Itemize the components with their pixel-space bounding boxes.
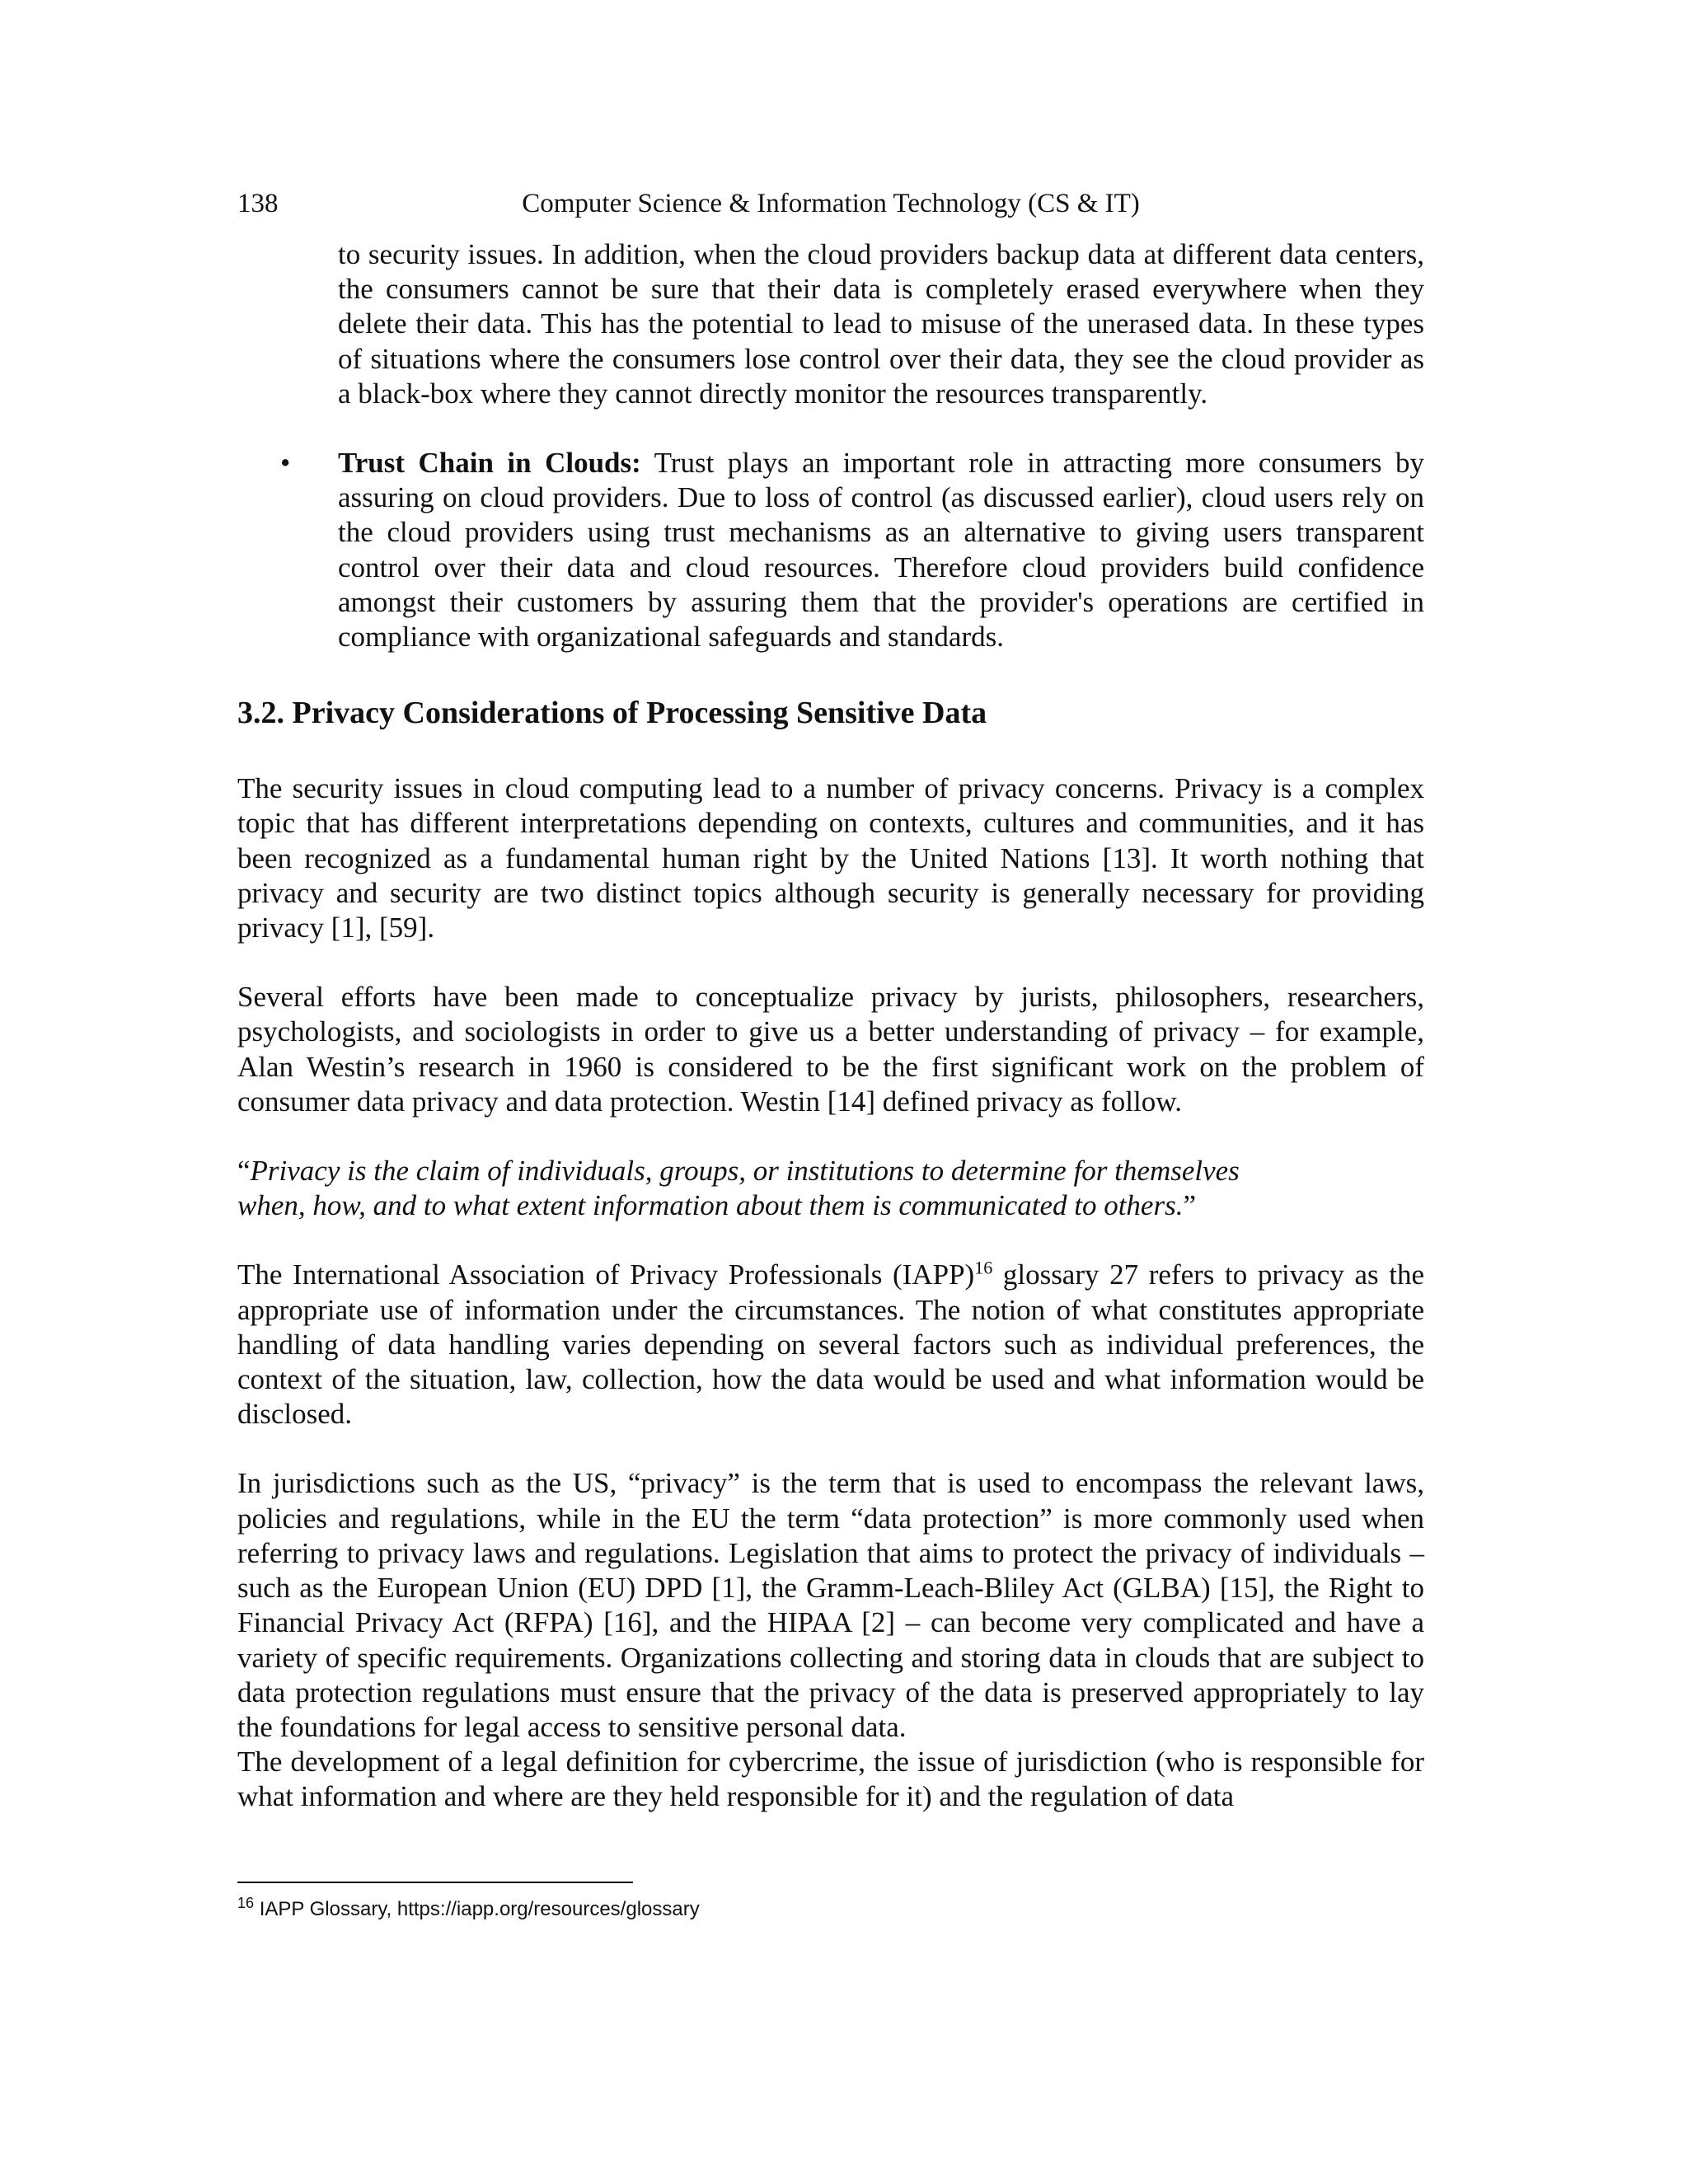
quote-line-2: when, how, and to what extent information about them is communicated to others. [237, 1189, 1184, 1222]
section-heading: 3.2. Privacy Considerations of Processing Sensitive Data [237, 696, 987, 731]
footnote-number: 16 [237, 1895, 255, 1911]
continuation-paragraph: to security issues. In addition, when the cloud providers backup data at different data centers, the consumers cannot be sure that their data is completely erased everywhere when they delete their data. This has the potential to lead to misuse of the unerased data. In these types of situations where the consumers lose control over their data, they see the cloud provider as a black-box where they cannot directly monitor the resources transparently. [338, 238, 1424, 410]
body-text [237, 237, 1424, 1815]
page-header [237, 183, 1424, 224]
bullet-text: Trust plays an important role in attracting more consumers by assuring on cloud providers. Due to loss of control (as discussed earlier), cloud users rely on the cloud providers using trust mechanisms as an alternative to giving users transparent control over their data and cloud resources. Therefore cloud providers build confidence amongst their customers by assuring them that the provider's operations are certified in compliance with organizational safeguards and standards. [338, 447, 1424, 654]
paragraph-conceptualize-privacy: Several efforts have been made to conceptualize privacy by jurists, philosophers, researchers, psychologists, and sociologists in order to give us a better understanding of privacy – for example, Alan Westin’s research in 1960 is considered to be the first significant work on the problem of consumer data privacy and data protection. Westin [14] defined privacy as follow. [237, 981, 1424, 1118]
quote-close-mark: ” [1183, 1189, 1196, 1222]
paragraph-jurisdictions: In jurisdictions such as the US, “privacy” is the term that is used to encompass the relevant laws, policies and regulations, while in the EU the term “data protection” is more commonly used when referring to privacy laws and regulations. Legislation that aims to protect the privacy of individuals – such as the European Union (EU) DPD [1], the Gramm-Leach-Bliley Act (GLBA) [15], the Right to Financial Privacy Act (RFPA) [16], and the HIPAA [2] – can become very complicated and have a variety of specific requirements. Organizations collecting and storing data in clouds that are subject to data protection regulations must ensure that the privacy of the data is preserved appropriately to lay the foundations for legal access to sensitive personal data. [237, 1467, 1424, 1743]
paragraph-iapp [237, 1258, 1424, 1432]
bullet-paragraph [338, 446, 1424, 654]
footnote [237, 1896, 700, 1924]
bullet-term: Trust Chain in Clouds: [338, 447, 641, 480]
iapp-text-after: glossary 27 refers to privacy as the appropriate use of information under the circumstances. The notion of what constitutes appropriate handling of data handling varies depending on several factors such as individual preferences, the context of the situation, law, collection, how the data would be used and what information would be disclosed. [237, 1258, 1425, 1431]
westin-quote [237, 1154, 1424, 1223]
quote-open-mark: “ [237, 1155, 251, 1188]
paragraph-privacy-concerns: The security issues in cloud computing lead to a number of privacy concerns. Privacy is a complex topic that has different interpretations depending on contexts, cultures and communities, and it has been recognized as a fundamental human right by the United Nations [13]. It worth nothing that privacy and security are two distinct topics although security is generally necessary for providing privacy [1], [59]. [237, 772, 1424, 944]
iapp-text-before: The International Association of Privacy Professionals (IAPP) [237, 1258, 975, 1291]
paragraph-cybercrime: The development of a legal definition for cybercrime, the issue of jurisdiction (who is responsible for what information and where are they held responsible for it) and the regulation of data [237, 1746, 1424, 1813]
bullet-icon: • [280, 447, 291, 480]
footnote-divider [237, 1882, 633, 1883]
page-number: 138 [237, 189, 279, 218]
footnote-reference: 16 [974, 1257, 993, 1278]
bullet-item-trust-chain [280, 446, 1424, 654]
running-title: Computer Science & Information Technology (CS & IT) [522, 189, 1140, 218]
quote-line-1: Privacy is the claim of individuals, groups, or institutions to determine for themselves [250, 1155, 1240, 1188]
footnote-text: IAPP Glossary, https://iapp.org/resources/glossary [254, 1898, 700, 1920]
